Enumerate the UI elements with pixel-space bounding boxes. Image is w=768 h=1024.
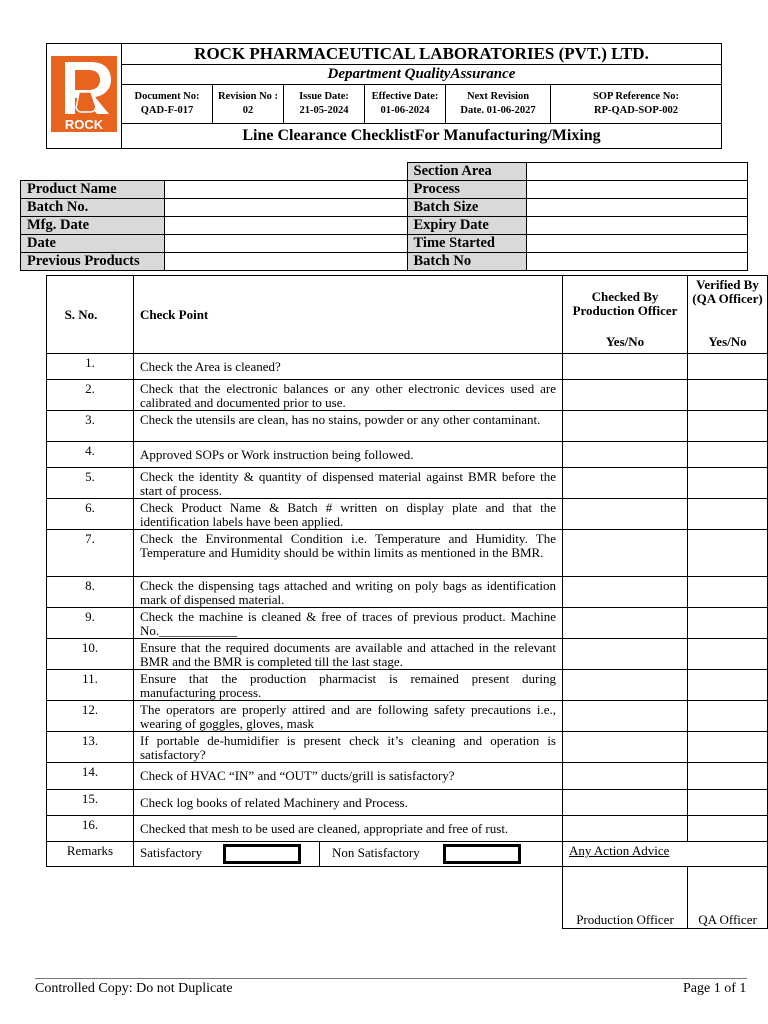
checked-cell[interactable]: [563, 790, 688, 816]
item-number: 9.: [47, 608, 134, 639]
department-name: Department QualityAssurance: [122, 65, 722, 85]
table-row: [47, 354, 768, 380]
batch-info-grid: [20, 162, 748, 271]
qa-officer-label: QA Officer: [698, 912, 757, 927]
item-text: Check Product Name & Batch # written on display plate and that the identification labels have been applied.: [134, 499, 563, 530]
checklist-title: Line Clearance ChecklistFor Manufacturing/Mixing: [122, 124, 722, 149]
previous-products-label: Previous Products: [21, 253, 165, 271]
time-started-label: Time Started: [407, 235, 526, 253]
col-verified-by-header: Verified By (QA Officer): [688, 276, 768, 332]
table-row: [47, 732, 768, 763]
rock-logo-icon: [51, 56, 117, 132]
item-text: Check the Area is cleaned?: [134, 354, 563, 380]
checked-cell[interactable]: [563, 608, 688, 639]
verified-cell[interactable]: [688, 790, 768, 816]
item-number: 16.: [47, 816, 134, 842]
table-row: [47, 411, 768, 442]
meta-document-no: Document No: QAD-F-017: [122, 85, 213, 124]
date-label: Date: [21, 235, 165, 253]
item-text: Checked that mesh to be used are cleaned, appropriate and free of rust.: [134, 816, 563, 842]
item-number: 12.: [47, 701, 134, 732]
col-checked-by-header: Checked By Production Officer: [563, 276, 688, 332]
item-text: Approved SOPs or Work instruction being followed.: [134, 442, 563, 468]
meta-revision-no: Revision No : 02: [213, 85, 284, 124]
date-field[interactable]: [165, 235, 408, 253]
qa-officer-signature[interactable]: [688, 867, 768, 929]
meta-next-revision: Next Revision Date. 01-06-2027: [446, 85, 551, 124]
batch-size-label: Batch Size: [407, 199, 526, 217]
item-text: Check the Environmental Condition i.e. Temperature and Humidity. The Temperature and Humidity should be within limits as mentioned in the BMR.: [134, 530, 563, 577]
verified-cell[interactable]: [688, 816, 768, 842]
verified-yes-no-header: Yes/No: [688, 332, 768, 354]
item-text: Check the machine is cleaned & free of traces of previous product. Machine No.____________: [134, 608, 563, 639]
info-row: [21, 235, 748, 253]
item-number: 13.: [47, 732, 134, 763]
item-number: 4.: [47, 442, 134, 468]
meta-sop-reference: SOP Reference No: RP-QAD-SOP-002: [551, 85, 722, 124]
checklist-table: [46, 275, 768, 929]
verified-cell[interactable]: [688, 468, 768, 499]
info-row: [21, 217, 748, 235]
action-advice-cell[interactable]: [563, 842, 768, 867]
remarks-label: Remarks: [47, 842, 134, 867]
item-number: 6.: [47, 499, 134, 530]
production-officer-signature[interactable]: [563, 867, 688, 929]
footer-page-number: Page 1 of 1: [683, 981, 747, 996]
verified-cell[interactable]: [688, 763, 768, 790]
verified-cell[interactable]: [688, 354, 768, 380]
item-text: Check the utensils are clean, has no stains, powder or any other contaminant.: [134, 411, 563, 442]
table-row: [47, 530, 768, 577]
checked-cell[interactable]: [563, 468, 688, 499]
item-number: 1.: [47, 354, 134, 380]
process-label: Process: [407, 181, 526, 199]
item-text: The operators are properly attired and are following safety precautions i.e., wearing of goggles, gloves, mask: [134, 701, 563, 732]
table-row: [47, 670, 768, 701]
col-checkpoint-header: Check Point: [134, 276, 563, 354]
non-satisfactory-checkbox[interactable]: [443, 844, 521, 864]
item-text: Check that the electronic balances or any other electronic devices used are calibrated and documented prior to use.: [134, 380, 563, 411]
satisfactory-checkbox[interactable]: [223, 844, 301, 864]
batch-no-field[interactable]: [165, 199, 408, 217]
item-text: Check the identity & quantity of dispensed material against BMR before the start of process.: [134, 468, 563, 499]
item-text: If portable de-humidifier is present check it’s cleaning and operation is satisfactory?: [134, 732, 563, 763]
verified-cell[interactable]: [688, 608, 768, 639]
info-row: [21, 253, 748, 271]
remarks-options: [134, 842, 563, 867]
section-area-field[interactable]: [526, 163, 748, 181]
item-number: 7.: [47, 530, 134, 577]
satisfactory-label: Satisfactory: [140, 844, 203, 860]
item-text: Check of HVAC “IN” and “OUT” ducts/grill is satisfactory?: [134, 763, 563, 790]
mfg-date-label: Mfg. Date: [21, 217, 165, 235]
remarks-row: [47, 842, 768, 867]
table-row: [47, 763, 768, 790]
item-number: 10.: [47, 639, 134, 670]
mfg-date-field[interactable]: [165, 217, 408, 235]
item-text: Ensure that the production pharmacist is remained present during manufacturing process.: [134, 670, 563, 701]
checked-cell[interactable]: [563, 639, 688, 670]
time-started-field[interactable]: [526, 235, 748, 253]
verified-cell[interactable]: [688, 442, 768, 468]
info-row: [21, 199, 748, 217]
checked-cell[interactable]: [563, 442, 688, 468]
footer-controlled-copy: Controlled Copy: Do not Duplicate: [35, 981, 233, 996]
verified-cell[interactable]: [688, 639, 768, 670]
table-row: [47, 608, 768, 639]
item-number: 15.: [47, 790, 134, 816]
checked-cell[interactable]: [563, 530, 688, 577]
product-name-label: Product Name: [21, 181, 165, 199]
verified-cell[interactable]: [688, 701, 768, 732]
verified-cell[interactable]: [688, 499, 768, 530]
table-row: [47, 639, 768, 670]
item-text: Check log books of related Machinery and Process.: [134, 790, 563, 816]
meta-effective-date: Effective Date: 01-06-2024: [365, 85, 446, 124]
process-field[interactable]: [526, 181, 748, 199]
prev-batch-no-field[interactable]: [526, 253, 748, 271]
checked-cell[interactable]: [563, 411, 688, 442]
prev-batch-no-label: Batch No: [407, 253, 526, 271]
item-number: 14.: [47, 763, 134, 790]
item-number: 8.: [47, 577, 134, 608]
table-row: [47, 380, 768, 411]
batch-size-field[interactable]: [526, 199, 748, 217]
item-number: 5.: [47, 468, 134, 499]
checked-cell[interactable]: [563, 816, 688, 842]
item-text: Check the dispensing tags attached and writing on poly bags as identification mark of dispensed material.: [134, 577, 563, 608]
table-row: [47, 790, 768, 816]
signature-row: [47, 867, 768, 929]
batch-no-label: Batch No.: [21, 199, 165, 217]
verified-cell[interactable]: [688, 530, 768, 577]
logo-text: ROCK: [64, 116, 104, 132]
item-text: Ensure that the required documents are available and attached in the relevant BMR and the BMR is completed till the last stage.: [134, 639, 563, 670]
previous-products-field[interactable]: [165, 253, 408, 271]
checked-cell[interactable]: [563, 763, 688, 790]
verified-cell[interactable]: [688, 380, 768, 411]
expiry-date-field[interactable]: [526, 217, 748, 235]
meta-issue-date: Issue Date: 21-05-2024: [284, 85, 365, 124]
product-name-field[interactable]: [165, 181, 408, 199]
info-row: [21, 181, 748, 199]
item-number: 2.: [47, 380, 134, 411]
verified-cell[interactable]: [688, 732, 768, 763]
company-name: ROCK PHARMACEUTICAL LABORATORIES (PVT.) LTD.: [122, 44, 722, 65]
item-number: 3.: [47, 411, 134, 442]
footer-divider: [35, 978, 747, 979]
table-row: [47, 701, 768, 732]
col-sno-header: S. No.: [47, 276, 134, 354]
production-officer-label: Production Officer: [576, 912, 674, 927]
table-row: [47, 468, 768, 499]
table-row: [47, 499, 768, 530]
verified-cell[interactable]: [688, 670, 768, 701]
checked-cell[interactable]: [563, 380, 688, 411]
document-header: [46, 43, 722, 149]
company-logo: [47, 44, 122, 149]
checked-cell[interactable]: [563, 354, 688, 380]
table-row: [47, 816, 768, 842]
item-number: 11.: [47, 670, 134, 701]
verified-cell[interactable]: [688, 577, 768, 608]
checked-cell[interactable]: [563, 499, 688, 530]
expiry-date-label: Expiry Date: [407, 217, 526, 235]
verified-cell[interactable]: [688, 411, 768, 442]
non-satisfactory-label: Non Satisfactory: [332, 844, 420, 860]
checked-cell[interactable]: [563, 670, 688, 701]
checked-yes-no-header: Yes/No: [563, 332, 688, 354]
table-row: [47, 577, 768, 608]
checked-cell[interactable]: [563, 577, 688, 608]
section-area-label: Section Area: [407, 163, 526, 181]
table-row: [47, 442, 768, 468]
action-advice-label: Any Action Advice: [569, 843, 670, 858]
checked-cell[interactable]: [563, 732, 688, 763]
checked-cell[interactable]: [563, 701, 688, 732]
